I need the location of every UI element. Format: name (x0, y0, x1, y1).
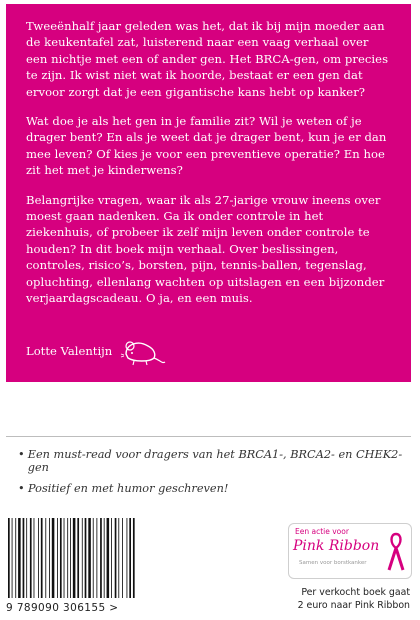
bullet-symbol: • (18, 448, 25, 461)
blurb-paragraph-2: Wat doe je als het gen in je familie zit? Wil je weten of je drager bent? En als je weet dat je drager bent, kun je er dan mee leven? Of kies je voor een preventieve operatie? En hoe zit het met je kinderwens? (26, 114, 387, 178)
ribbon-sub-text: Samen voor borstkanker (299, 560, 367, 566)
bullet-symbol: • (18, 482, 25, 495)
mouse-icon (120, 334, 166, 368)
selling-point (18, 482, 413, 495)
signature-row (26, 342, 186, 372)
selling-point (18, 448, 413, 474)
blurb-paragraph-3: Belangrijke vragen, waar ik als 27-jarige vrouw ineens over moest gaan nadenken. Ga ik onder controle in het ziekenhuis, of probeer ik zelf mijn leven onder controle te houden? In dit boek mijn verhaal. Over beslissingen, controles, risico’s, borsten, pijn, tennis-ballen, tegenslag, opluchting, ellenlang wachten op uitslagen en een bijzonder verjaardagscadeau. O ja, en een muis. (26, 192, 385, 306)
donation-note-line-1: Per verkocht boek gaat (301, 587, 410, 598)
pink-ribbon-badge (288, 523, 412, 579)
donation-note-line-2: 2 euro naar Pink Ribbon (297, 600, 410, 611)
isbn-barcode (6, 518, 142, 614)
donation-note (270, 586, 410, 612)
pink-ribbon-logo-text: Pink Ribbon (293, 538, 380, 554)
ribbon-top-text: Een actie voor (295, 527, 349, 536)
isbn-number: 9 789090 306155 > (6, 602, 119, 614)
author-signature: Lotte Valentijn (26, 344, 113, 358)
pink-ribbon-icon (387, 530, 405, 572)
selling-point-text: Positief en met humor geschreven! (28, 482, 229, 495)
blurb-paragraph-1: Tweeënhalf jaar geleden was het, dat ik bij mijn moeder aan de keukentafel zat, luisterend naar een vaag verhaal over een nichtje met een of ander gen. Het BRCA-gen, om precies te zijn. Ik wist niet wat ik hoorde, bestaat er een gen dat ervoor zorgt dat je een gigantische kans hebt op kanker? (26, 19, 389, 99)
barcode-image (6, 518, 136, 600)
selling-points (18, 448, 413, 503)
selling-point-text: Een must-read voor dragers van het BRCA1-, BRCA2- en CHEK2-gen (27, 448, 403, 474)
blurb-panel (6, 4, 411, 382)
divider (6, 436, 411, 437)
